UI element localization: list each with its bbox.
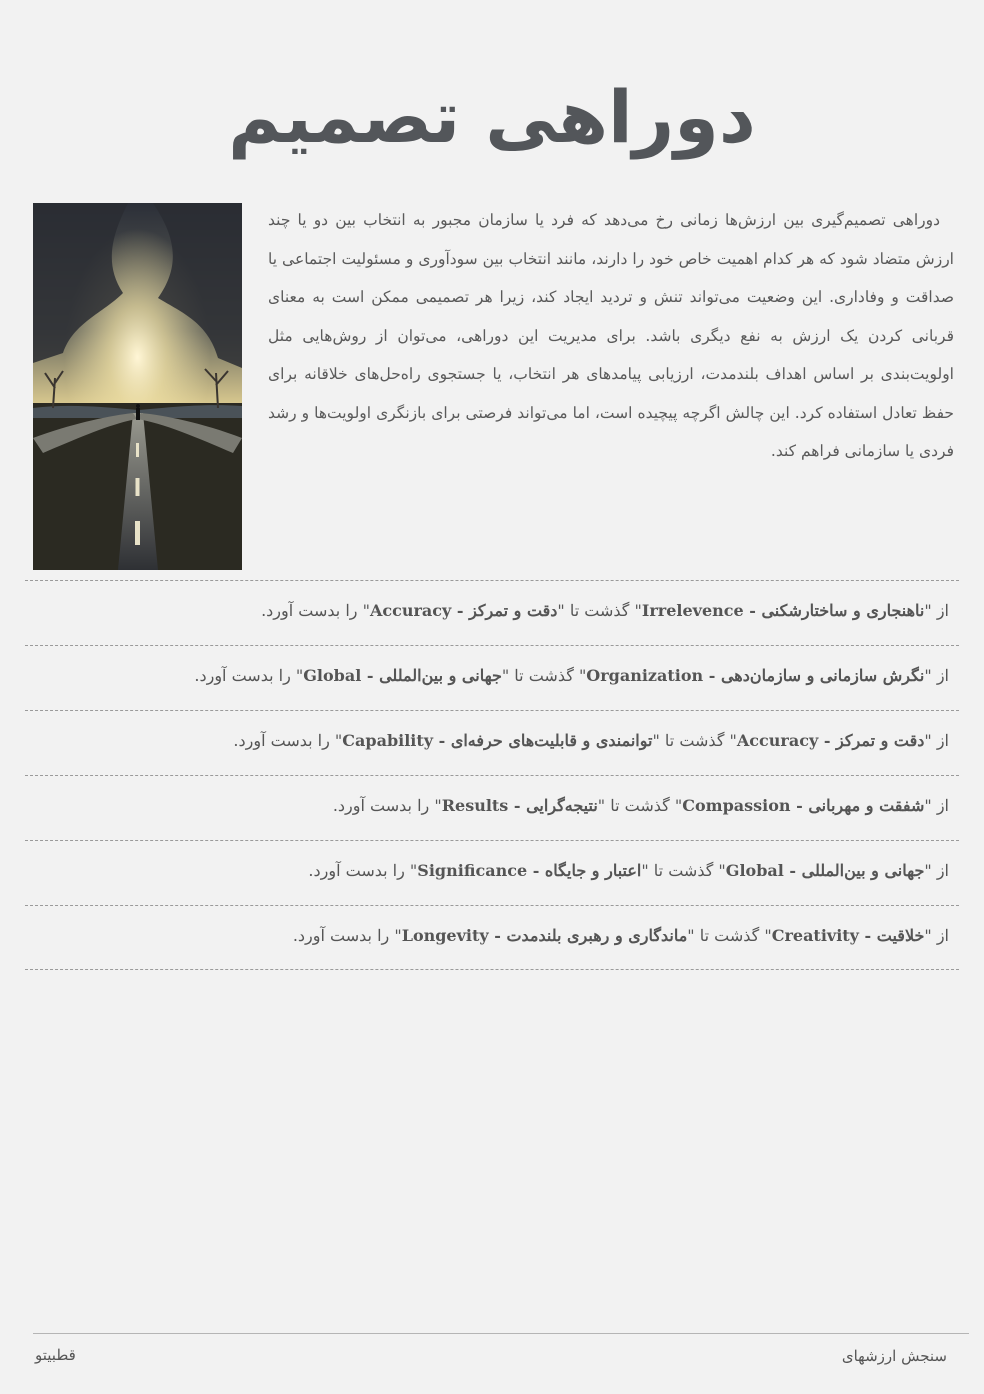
shift-middle: " گذشت تا " <box>501 666 587 685</box>
shift-suffix: " را بدست آورد. <box>233 731 343 750</box>
shift-prefix: از " <box>924 666 949 685</box>
shift-prefix: از " <box>924 731 949 750</box>
value-shift-row <box>25 710 959 775</box>
shift-prefix: از " <box>924 861 949 880</box>
value-shift-row <box>25 645 959 710</box>
value-shift-row <box>25 905 959 970</box>
intro-text <box>268 201 954 471</box>
footer-brand: قطبیتو <box>35 1346 76 1364</box>
shift-to: نتیجه‌گرایی - Results <box>441 796 598 815</box>
crossroads-image <box>33 203 242 570</box>
shift-from: جهانی و بین‌المللی - Global <box>725 861 925 880</box>
shift-to: توانمندی و قابلیت‌های حرفه‌ای - Capability <box>342 731 653 750</box>
page-footer <box>33 1333 969 1365</box>
shift-to: اعتبار و جایگاه - Significance <box>417 861 642 880</box>
shift-to: جهانی و بین‌المللی - Global <box>303 666 502 685</box>
shift-to: ماندگاری و رهبری بلندمدت - Longevity <box>401 926 688 945</box>
shift-middle: " گذشت تا " <box>687 926 772 945</box>
shift-middle: " گذشت تا " <box>641 861 726 880</box>
shift-suffix: " را بدست آورد. <box>292 926 402 945</box>
shift-prefix: از " <box>924 601 949 620</box>
value-shift-list <box>25 580 959 970</box>
footer-section-title: سنجش ارزشهای <box>841 1347 947 1365</box>
shift-prefix: از " <box>924 926 949 945</box>
shift-from: خلاقیت - Creativity <box>771 926 925 945</box>
page-title: دوراهی تصمیم <box>228 75 756 159</box>
shift-suffix: " را بدست آورد. <box>261 601 370 620</box>
shift-suffix: " را بدست آورد. <box>332 796 442 815</box>
shift-suffix: " را بدست آورد. <box>308 861 418 880</box>
shift-middle: " گذشت تا " <box>557 601 642 620</box>
shift-to: دقت و تمرکز - Accuracy <box>369 601 558 620</box>
value-shift-row <box>25 775 959 840</box>
crossroads-illustration <box>33 203 242 570</box>
shift-middle: " گذشت تا " <box>597 796 683 815</box>
shift-from: شفقت و مهربانی - Compassion <box>682 796 925 815</box>
shift-suffix: " را بدست آورد. <box>194 666 304 685</box>
value-shift-row <box>25 840 959 905</box>
shift-prefix: از " <box>924 796 949 815</box>
intro-paragraph: دوراهی تصمیم‌گیری بین ارزش‌ها زمانی رخ می‌دهد که فرد یا سازمان مجبور به انتخاب بین دو یا چند ارزش متضاد شود که هر کدام اهمیت خاص خود را دارند، مانند انتخاب بین سودآوری و مسئولیت اجتماعی یا صداقت و وفاداری. این وضعیت می‌تواند تنش و تردید ایجاد کند، زیرا هر تصمیمی ممکن است به معنای قربانی کردن یک ارزش به نفع دیگری باشد. برای مدیریت این دوراهی، می‌توان از روش‌هایی مثل اولویت‌بندی بر اساس اهداف بلندمدت، ارزیابی پیامدهای هر انتخاب، یا جستجوی راه‌حل‌های خلاقانه برای حفظ تعادل استفاده کرد. این چالش اگرچه پیچیده است، اما می‌تواند فرصتی برای بازنگری اولویت‌ها و رشد فردی یا سازمانی فراهم کند. <box>268 211 954 460</box>
shift-from: دقت و تمرکز - Accuracy <box>736 731 925 750</box>
shift-from: نگرش سازمانی و سازمان‌دهی - Organization <box>586 666 925 685</box>
shift-from: ناهنجاری و ساختارشکنی - Irrelevence <box>641 601 925 620</box>
shift-middle: " گذشت تا " <box>652 731 737 750</box>
value-shift-row <box>25 580 959 645</box>
